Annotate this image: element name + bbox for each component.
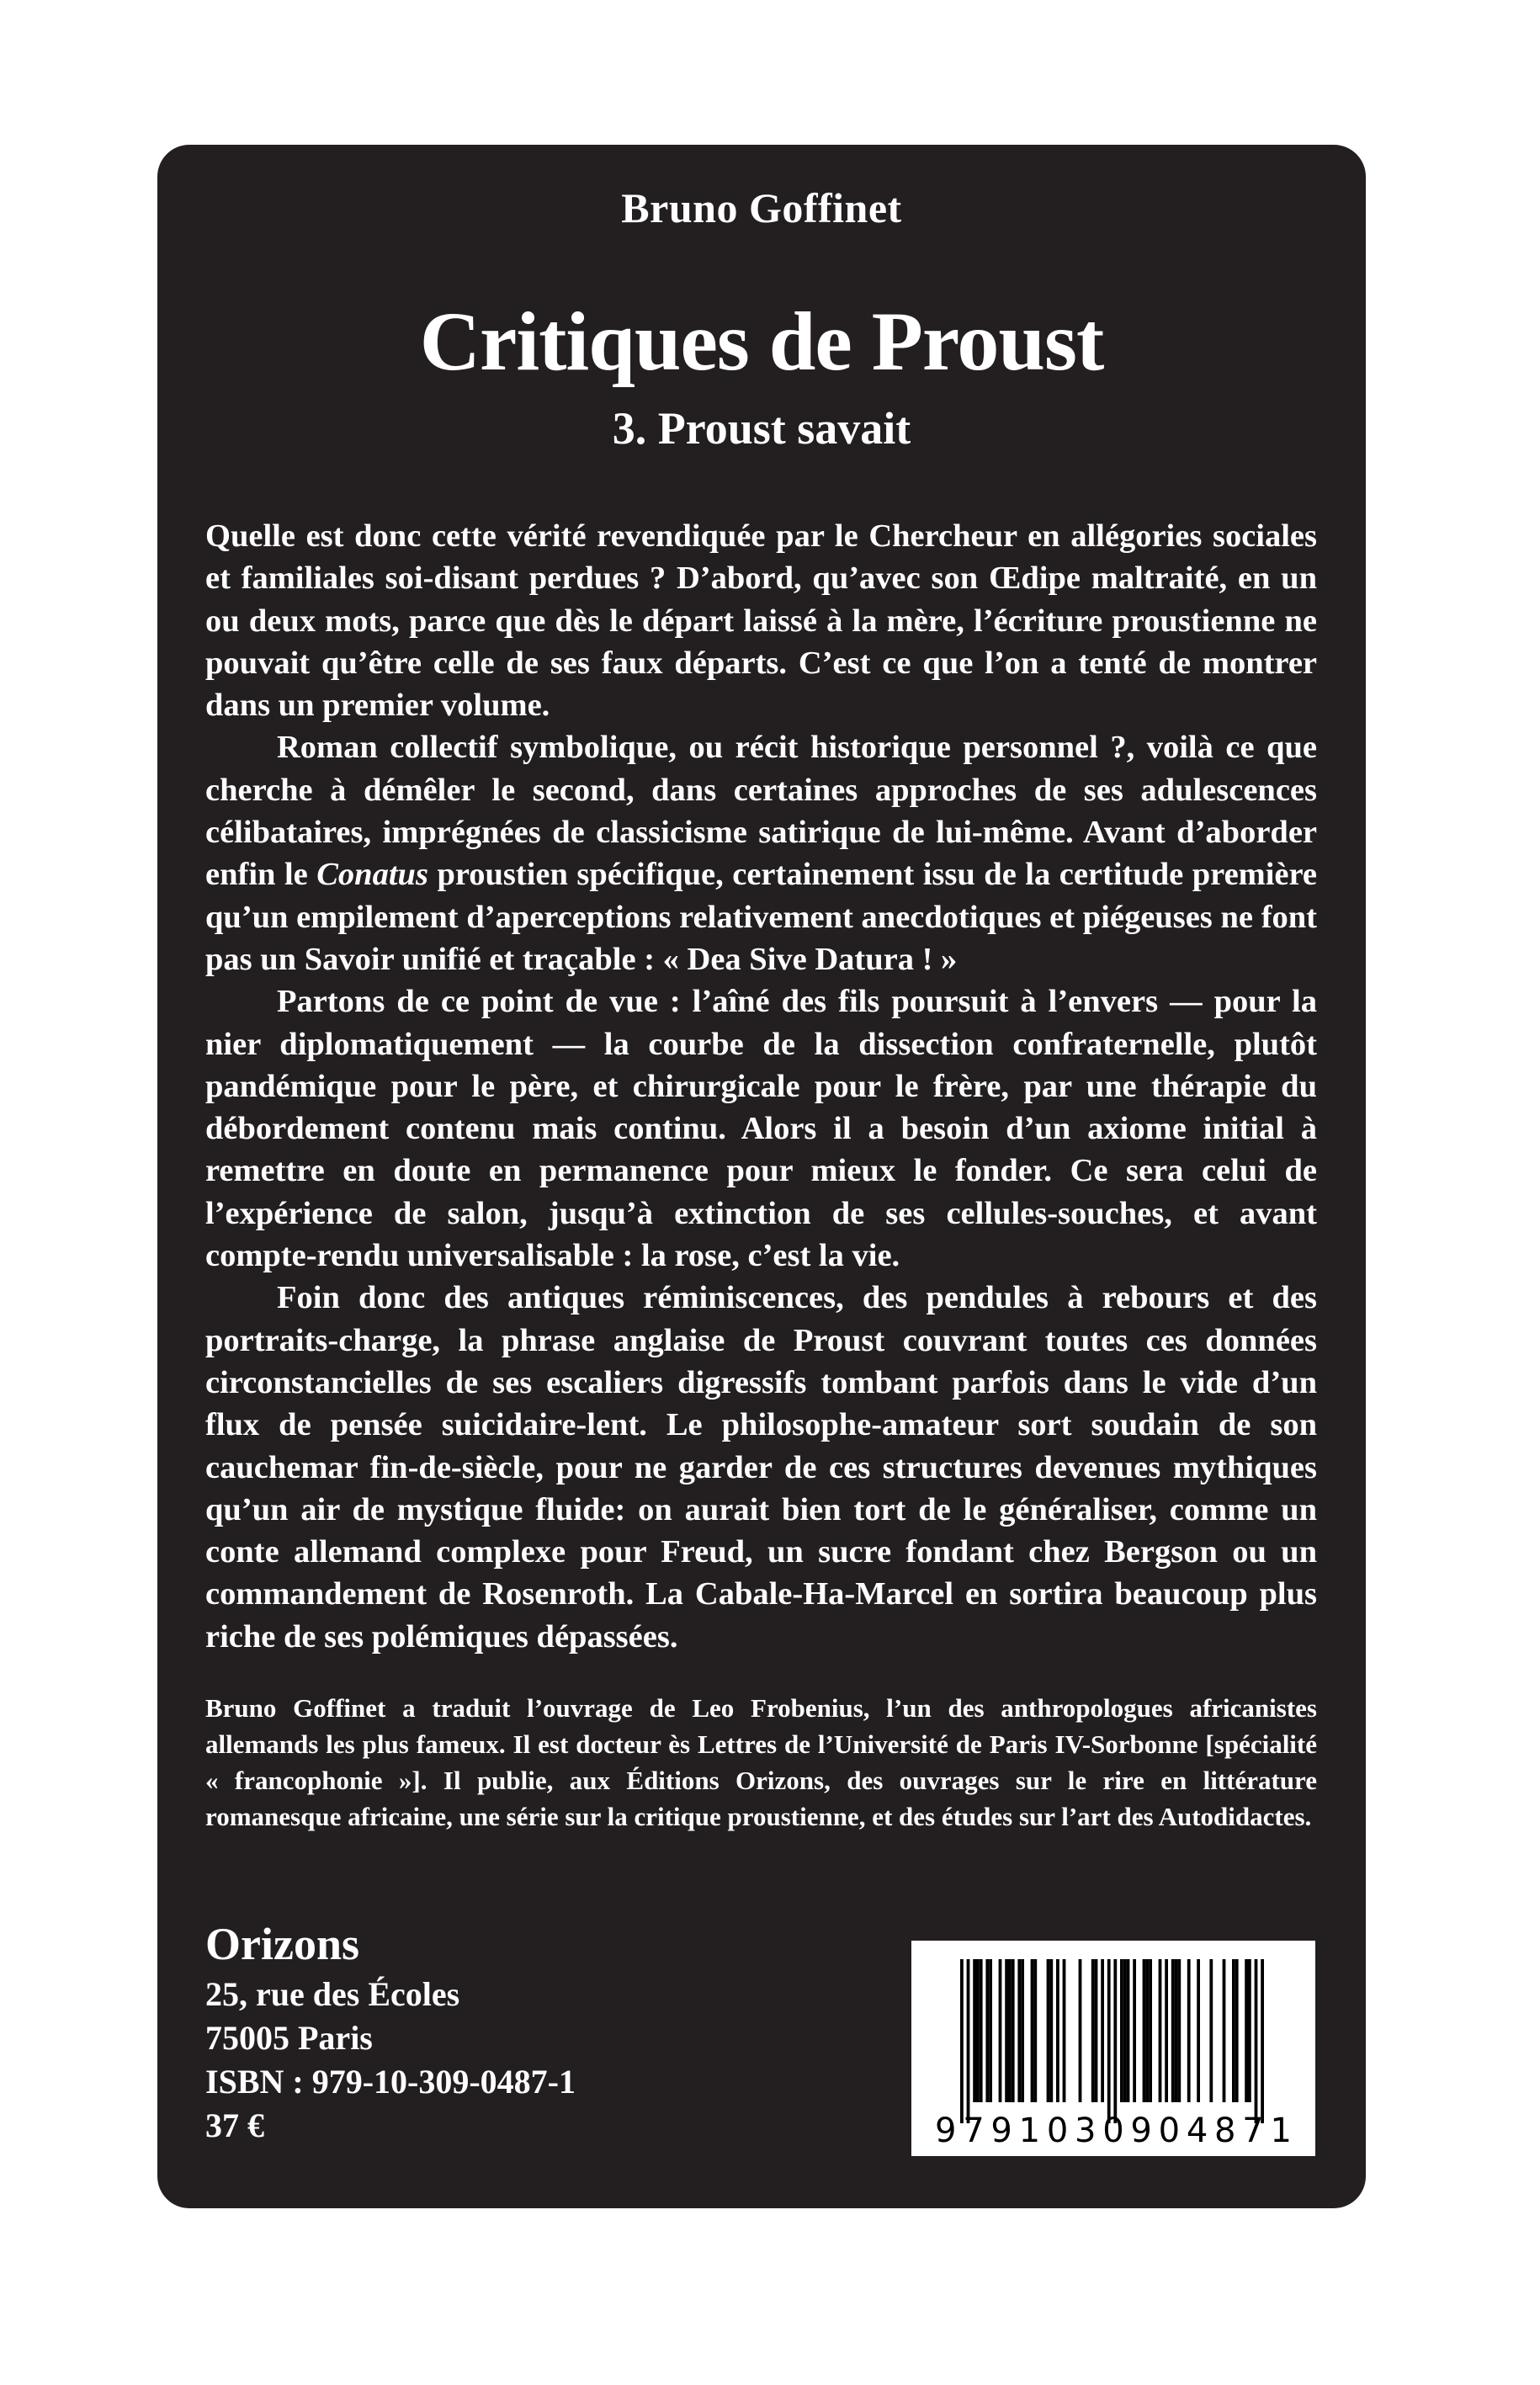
barcode-bar [1008, 1959, 1012, 2102]
price: 37 € [205, 2106, 264, 2144]
barcode-bar [967, 1959, 970, 2123]
barcode-bar [1101, 1959, 1104, 2102]
barcode-bar [1177, 1959, 1181, 2102]
barcode-bar [1063, 1959, 1066, 2102]
barcode-bar [1123, 1959, 1127, 2102]
barcode-bar [1005, 1959, 1008, 2102]
conatus-italic: Conatus [316, 857, 428, 893]
barcode-bar [1197, 1959, 1200, 2102]
publisher-name: Orizons [205, 1919, 359, 1969]
barcode-digit: 0 [1046, 2111, 1069, 2150]
barcode-bar [1033, 1959, 1037, 2102]
barcode-bar [1127, 1959, 1130, 2102]
blurb-paragraph-4: Foin donc des antiques réminiscences, des pendules à rebours et des portraits-charge, la phrase anglaise de Proust couvrant toutes ces données circonstancielles de ses escaliers digressifs tombant parfois dans le vide d’un flux de pensée suicidaire-lent. Le philosophe-amateur sort soudain de son cauchemar fin-de-siècle, pour ne garder de ces structures devenues mythiques qu’un air de mystique fluide: on aurait bien tort de le généraliser, comme un conte allemand complexe pour Freud, un sucre fondant chez Bergson ou un commandement de Rosenroth. La Cabale-Ha-Marcel en sortira beaucoup plus riche de ses polémiques dépassées. [205, 1280, 1317, 1655]
barcode-digit: 9 [935, 2111, 957, 2150]
barcode-bar [1235, 1959, 1239, 2102]
barcode-bar [1187, 1959, 1191, 2102]
book-subtitle: 3. Proust savait [612, 403, 911, 454]
blurb-paragraph-3: Partons de ce point de vue : l’aîné des fils poursuit à l’envers — pour la nier diplomatiquement — la courbe de la dissection confraternelle, plutôt pandémique pour le père, et chirurgicale pour le frère, par une thérapie du débordement contenu mais continu. Alors il a besoin d’un axiome initial à remettre en doute en permanence pour mieux le fonder. Ce sera celui de l’expérience de salon, jusqu’à extinction de ses cellules-souches, et avant compte-rendu universalisable : la rose, c’est la vie. [205, 984, 1317, 1274]
barcode-digit: 7 [1242, 2111, 1264, 2150]
barcode-bar [1079, 1959, 1082, 2102]
barcode-bar [1113, 1959, 1117, 2123]
barcode-digit: 4 [1186, 2111, 1208, 2150]
barcode-bar [1143, 1959, 1146, 2102]
barcode-bar [1095, 1959, 1098, 2102]
author-bio: Bruno Goffinet a traduit l’ouvrage de Leo Frobenius, l’un des anthropologues africanistes allemands les plus fameux. Il est docteur ès Lettres de l’Université de Paris IV-Sorbonne [spécialité « francophonie »]. Il publie, aux Éditions Orizons, des ouvrages sur le rire en littérature romanesque africaine, une série sur la critique proustienne, et des études sur l’art des Autodidactes. [205, 1693, 1317, 1831]
barcode-bar [1261, 1959, 1264, 2123]
barcode-bar [1031, 1959, 1034, 2102]
book-title: Critiques de Proust [419, 295, 1104, 388]
blurb-paragraph-1: Quelle est donc cette vérité revendiquée par le Chercheur en allégories sociales et familiales soi-disant perdues ? D’abord, qu’avec son Œdipe maltraité, en un ou deux mots, parce que dès le départ laissé à la mère, l’écriture proustienne ne pouvait qu’être celle de ses faux départs. C’est ce que l’on a tenté de montrer dans un premier volume. [205, 518, 1317, 724]
barcode-bar [985, 1959, 989, 2102]
barcode-bar [1017, 1959, 1021, 2102]
back-cover [157, 145, 1366, 2208]
barcode-bar [1149, 1959, 1152, 2102]
barcode-digits [935, 2112, 1292, 2149]
barcode-bar [1165, 1959, 1168, 2102]
barcode-digit: 9 [1130, 2111, 1152, 2150]
barcode-bar [1223, 1959, 1226, 2102]
barcode-bar [976, 1959, 980, 2102]
barcode-digit: 0 [1102, 2111, 1124, 2150]
barcode-digit: 8 [1214, 2111, 1236, 2150]
barcode-bar [1120, 1959, 1123, 2102]
barcode-bar [1232, 1959, 1235, 2102]
barcode [911, 1941, 1315, 2156]
barcode-bar [989, 1959, 992, 2102]
barcode-bar [1245, 1959, 1248, 2102]
barcode-bar [973, 1959, 976, 2102]
barcode-bar [1145, 1959, 1149, 2102]
barcode-bar [1255, 1959, 1258, 2123]
barcode-bar [1012, 1959, 1015, 2102]
barcode-digit: 1 [1018, 2111, 1041, 2150]
isbn: ISBN : 979-10-309-0487-1 [205, 2063, 576, 2101]
barcode-bar [1047, 1959, 1050, 2102]
author-name: Bruno Goffinet [621, 184, 902, 231]
blurb-paragraph-2 [205, 726, 1317, 980]
barcode-bar [1248, 1959, 1251, 2102]
barcode-bar [960, 1959, 964, 2123]
barcode-digit: 1 [1270, 2111, 1292, 2150]
publisher-address: 25, rue des Écoles [205, 1975, 460, 2013]
barcode-bar [1091, 1959, 1095, 2102]
barcode-digit: 3 [1075, 2111, 1097, 2150]
barcode-bar [1049, 1959, 1053, 2102]
publisher-city: 75005 Paris [205, 2019, 373, 2057]
blurb-paragraph-2-end: proustien spécifique, certainement issu de la certitude première qu’un empilement d’aperceptions relativement anecdotiques et piégeuses ne font pas un Savoir unifié et traçable : « Dea Sive Datura ! » [205, 857, 1317, 977]
barcode-digit: 7 [963, 2111, 985, 2150]
barcode-bar [999, 1959, 1002, 2102]
barcode-bar [1175, 1959, 1178, 2102]
barcode-bar [1021, 1959, 1024, 2102]
barcode-bar [1056, 1959, 1059, 2102]
barcode-bar [1159, 1959, 1162, 2102]
barcode-bar [1171, 1959, 1175, 2102]
blurb [205, 515, 1317, 1658]
barcode-bar [980, 1959, 983, 2102]
barcode-bar [1133, 1959, 1136, 2102]
barcode-bar [1209, 1959, 1213, 2102]
publisher-block [205, 1915, 576, 2148]
barcode-bar [1107, 1959, 1111, 2123]
barcode-digit: 9 [990, 2111, 1012, 2150]
blurb-paragraph-2-start: Roman collectif symbolique, ou récit historique personnel ?, voilà ce que cherche à démêler le second, dans certaines approches de ses adulescences célibataires, imprégnées de classicisme satirique de lui-même. Avant d’aborder enfin le [205, 730, 1317, 893]
barcode-digit: 0 [1158, 2111, 1181, 2150]
